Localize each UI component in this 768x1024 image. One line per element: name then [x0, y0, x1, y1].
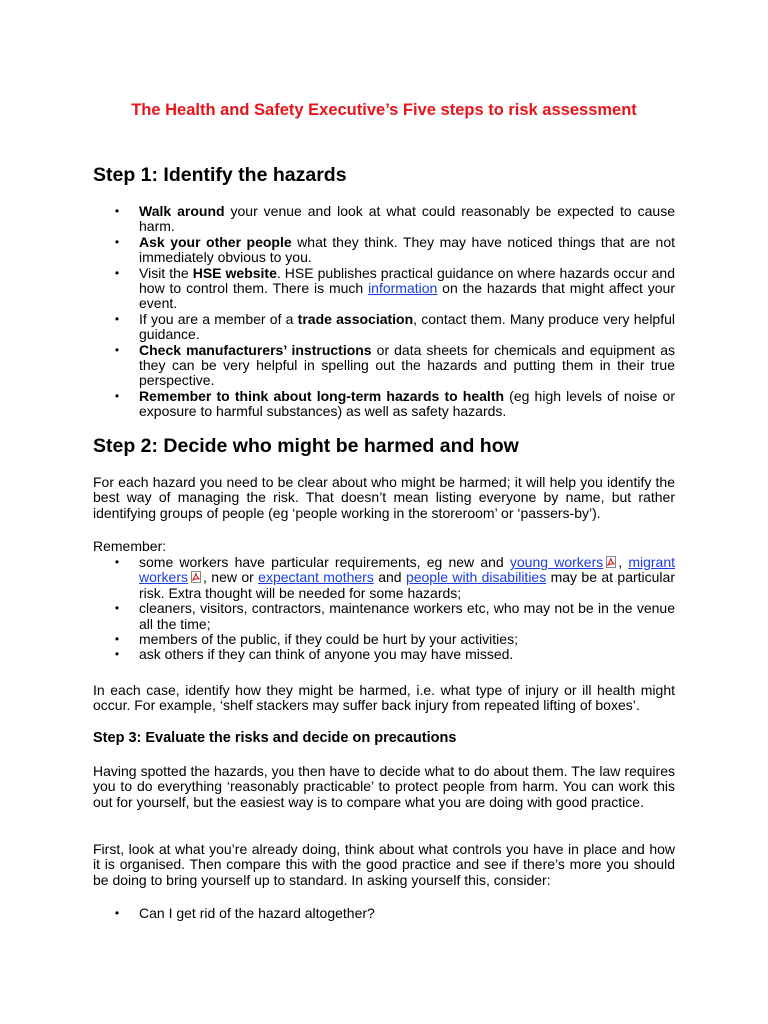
step2-list [93, 555, 675, 663]
item-text: ask others if they can think of anyone you may have missed. [139, 646, 514, 663]
pdf-icon[interactable] [605, 556, 617, 568]
list-item [93, 632, 675, 647]
bullet: • [114, 265, 120, 280]
bullet: • [114, 601, 120, 616]
list-item [93, 204, 675, 235]
document-title: The Health and Safety Executive’s Five steps to risk assessment [131, 101, 637, 119]
item-text: or data sheets for chemicals and equipment as they can be very helpful in spelling out the hazards and putting them in their true perspective. [139, 341, 675, 389]
step3-para2: First, look at what you’re already doing, think about what controls you have in place and how it is organised. Then compare this with the good practice and see if there’s more you should be doing to bring yourself up to standard. In asking yourself this, consider: [93, 841, 675, 888]
item-bold-text: trade association [297, 310, 414, 327]
pdf-icon[interactable] [190, 571, 202, 583]
people-with-disabilities-link[interactable]: people with disabilities [405, 569, 547, 586]
item-text: may be at particular risk. Extra thought will be needed for some hazards; [139, 569, 675, 601]
item-bold-text: Check manufacturers’ instructions [139, 341, 372, 358]
list-item [93, 312, 675, 343]
list-item [93, 555, 675, 601]
item-text: on the hazards that might affect your event. [139, 280, 675, 312]
item-text: , [618, 554, 629, 570]
bullet: • [114, 555, 120, 569]
item-text: Can I get rid of the hazard altogether? [139, 905, 375, 921]
item-text: your venue and look at what could reasonably be expected to cause harm. [139, 203, 675, 235]
step2-intro: For each hazard you need to be clear about who might be harmed; it will help you identify the best way of managing the risk. That doesn’t mean listing everyone by name, but rather identifying groups of people (eg ‘people working in the storeroom’ or ‘passers-by’). [93, 474, 675, 521]
item-text: some workers have particular requirements, eg new and [139, 554, 510, 570]
item-text: . HSE publishes practical guidance on where hazards occur and how to control them. There is much [139, 264, 676, 297]
step3-list [93, 906, 675, 921]
item-text: members of the public, if they could be hurt by your activities; [139, 631, 518, 648]
list-item [93, 601, 675, 632]
list-item [93, 266, 675, 312]
migrant-workers-link[interactable]: migrant workers [139, 554, 675, 586]
bullet: • [114, 234, 120, 249]
step3-heading: Step 3: Evaluate the risks and decide on precautions [93, 730, 457, 746]
bullet: • [114, 388, 120, 403]
item-text: and [373, 569, 406, 586]
step2-heading: Step 2: Decide who might be harmed and how [93, 435, 519, 457]
item-text: cleaners, visitors, contractors, maintenance workers etc, who may not be in the venue all the time; [139, 600, 675, 632]
step1-list [93, 204, 675, 420]
item-bold-text: HSE website [192, 264, 277, 281]
information-link[interactable]: information [368, 280, 438, 297]
item-bold-text: Walk around [139, 203, 225, 219]
item-bold-text: Remember to think about long-term hazards to health [139, 387, 505, 404]
list-item [93, 343, 675, 389]
item-text: what they think. They may have noticed things that are not immediately obvious to you. [139, 233, 675, 266]
list-item [93, 647, 675, 662]
list-item [93, 906, 675, 921]
item-text: , contact them. Many produce very helpful guidance. [139, 310, 676, 343]
bullet: • [114, 204, 120, 218]
remember-label: Remember: [93, 538, 167, 554]
item-text: If you are a member of a [139, 310, 298, 327]
young-workers-link[interactable]: young workers [509, 554, 604, 570]
bullet: • [114, 342, 120, 357]
expectant-mothers-link[interactable]: expectant mothers [258, 569, 374, 586]
list-item [93, 235, 675, 266]
list-item [93, 389, 675, 420]
bullet: • [114, 906, 120, 920]
item-bold-text: Ask your other people [139, 233, 292, 250]
step3-para1: Having spotted the hazards, you then have to decide what to do about them. The law requires you to do everything ‘reasonably practicable’ to protect people from harm. You can work this out for yourself, but the easiest way is to compare what you are doing with good practice. [93, 763, 675, 810]
bullet: • [114, 632, 120, 647]
item-text: Visit the [139, 264, 193, 281]
bullet: • [114, 647, 120, 662]
step2-closing: In each case, identify how they might be harmed, i.e. what type of injury or ill health might occur. For example, ‘shelf stackers may suffer back injury from repeated lifting of boxes’. [93, 682, 675, 714]
bullet: • [114, 311, 120, 326]
step1-heading: Step 1: Identify the hazards [93, 164, 347, 186]
item-text: (eg high levels of noise or exposure to harmful substances) as well as safety hazards. [139, 387, 675, 420]
item-text: , new or [203, 569, 259, 586]
